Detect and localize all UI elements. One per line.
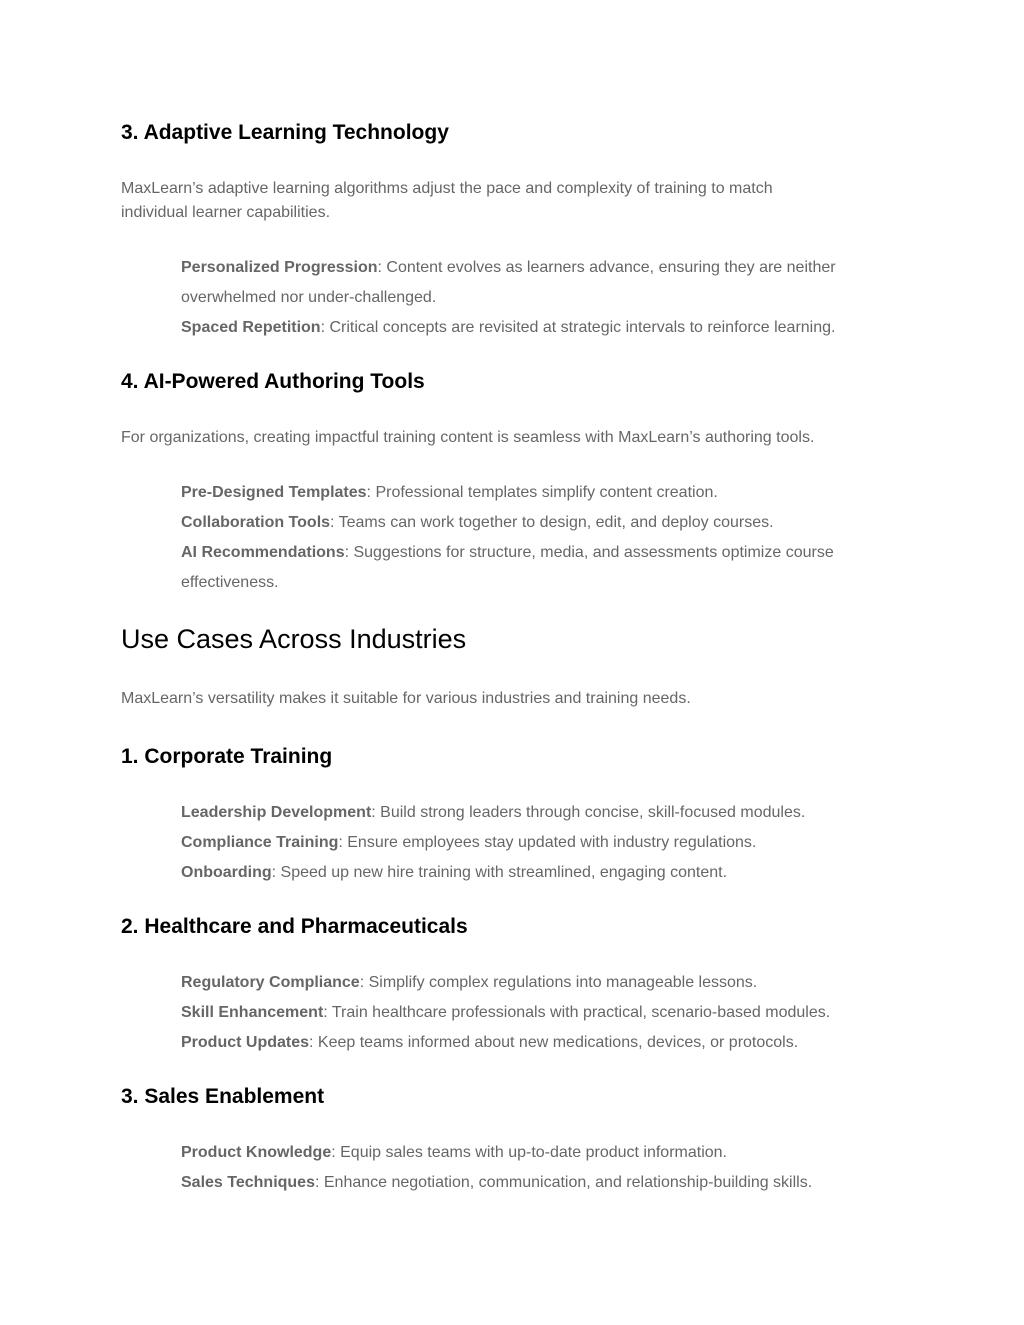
paragraph-adaptive-intro-line1: MaxLearn’s adaptive learning algorithms adjust the pace and complexity of training to match [121,180,773,197]
heading-use-cases: Use Cases Across Industries [121,624,467,654]
paragraph-use-cases-intro: MaxLearn’s versatility makes it suitable for various industries and training needs. [121,690,691,707]
list-item-text: : Suggestions for structure, media, and assessments optimize course [344,544,834,561]
list-item-term: Product Updates [181,1034,310,1051]
list-item-text: : Enhance negotiation, communication, and relationship-building skills. [314,1174,813,1191]
list-item-text: : Ensure employees stay updated with industry regulations. [338,834,757,851]
list-item-text: : Teams can work together to design, edit, and deploy courses. [330,514,774,531]
list-item-text: : Content evolves as learners advance, ensuring they are neither [377,259,836,276]
list-item-term: Onboarding [181,864,272,881]
list-item-term: Spaced Repetition [181,319,321,336]
list-item-sales-techniques [181,1168,812,1198]
list-item-spaced-repetition [181,313,835,343]
list-item-compliance-training [181,828,756,858]
list-item-term: Pre-Designed Templates [181,484,367,501]
list-item-ai-recommendations-cont [181,568,279,598]
list-item-text: : Equip sales teams with up-to-date product information. [331,1144,727,1161]
heading-sales-enablement: 3. Sales Enablement [121,1085,325,1108]
list-item-term: Regulatory Compliance [181,974,360,991]
list-item-term: AI Recommendations [181,544,345,561]
list-item-term: Compliance Training [181,834,339,851]
list-item-text: : Build strong leaders through concise, skill-focused modules. [371,804,806,821]
heading-healthcare: 2. Healthcare and Pharmaceuticals [121,915,468,938]
list-item-text: overwhelmed nor under-challenged. [181,289,437,306]
list-item-term: Personalized Progression [181,259,378,276]
list-item-personalized-progression [181,253,836,283]
list-item-product-knowledge [181,1138,727,1168]
list-item-product-updates [181,1028,798,1058]
list-item-term: Collaboration Tools [181,514,331,531]
list-item-text: effectiveness. [181,574,279,591]
list-item-text: : Professional templates simplify content creation. [366,484,718,501]
list-item-leadership-development [181,798,805,828]
heading-authoring-tools: 4. AI-Powered Authoring Tools [121,370,425,393]
list-item-text: : Speed up new hire training with streamlined, engaging content. [271,864,728,881]
list-item-term: Leadership Development [181,804,372,821]
list-item-text: : Critical concepts are revisited at strategic intervals to reinforce learning. [320,319,836,336]
list-item-text: : Train healthcare professionals with practical, scenario-based modules. [323,1004,831,1021]
list-item-skill-enhancement [181,998,830,1028]
list-item-text: : Simplify complex regulations into manageable lessons. [359,974,758,991]
paragraph-authoring-intro: For organizations, creating impactful training content is seamless with MaxLearn’s authoring tools. [121,429,815,446]
list-item-text: : Keep teams informed about new medications, devices, or protocols. [309,1034,799,1051]
list-item-ai-recommendations [181,538,834,568]
list-item-pre-designed-templates [181,478,718,508]
list-item-regulatory-compliance [181,968,757,998]
list-item-onboarding [181,858,727,888]
heading-adaptive-learning: 3. Adaptive Learning Technology [121,121,449,144]
heading-corporate-training: 1. Corporate Training [121,745,333,768]
list-item-collaboration-tools [181,508,774,538]
list-item-term: Sales Techniques [181,1174,315,1191]
paragraph-adaptive-intro-line2: individual learner capabilities. [121,204,331,221]
list-item-term: Product Knowledge [181,1144,332,1161]
list-item-personalized-progression-cont [181,283,436,313]
list-item-term: Skill Enhancement [181,1004,324,1021]
